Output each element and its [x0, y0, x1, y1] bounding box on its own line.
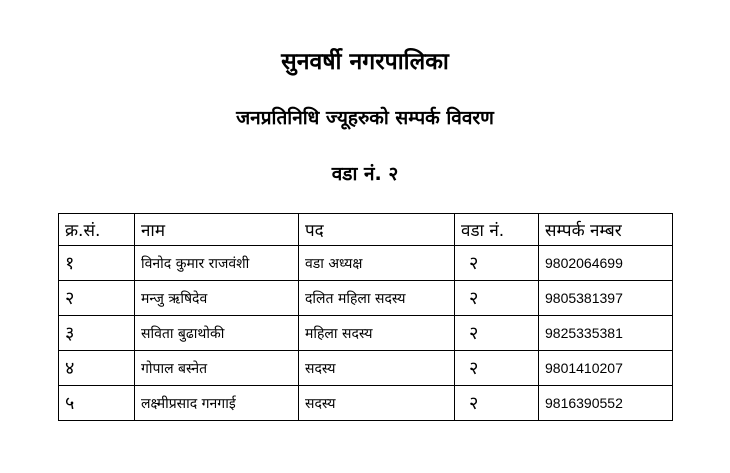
cell-position: दलित महिला सदस्य — [299, 281, 455, 316]
cell-name: गोपाल बस्नेत — [135, 351, 299, 386]
cell-phone: 9816390552 — [539, 386, 673, 421]
table-header-row — [59, 214, 673, 246]
cell-name: विनोद कुमार राजवंशी — [135, 246, 299, 281]
header-ward: वडा नं. — [455, 214, 539, 246]
cell-position: सदस्य — [299, 386, 455, 421]
cell-serial: ४ — [59, 351, 135, 386]
cell-ward: २ — [455, 281, 539, 316]
header-position: पद — [299, 214, 455, 246]
cell-phone: 9801410207 — [539, 351, 673, 386]
table-row — [59, 351, 673, 386]
cell-name: लक्ष्मीप्रसाद गनगाई — [135, 386, 299, 421]
cell-position: वडा अध्यक्ष — [299, 246, 455, 281]
header-serial: क्र.सं. — [59, 214, 135, 246]
cell-serial: २ — [59, 281, 135, 316]
cell-serial: १ — [59, 246, 135, 281]
contacts-table — [58, 213, 673, 421]
header-phone: सम्पर्क नम्बर — [539, 214, 673, 246]
cell-position: महिला सदस्य — [299, 316, 455, 351]
cell-ward: २ — [455, 386, 539, 421]
cell-position: सदस्य — [299, 351, 455, 386]
table-row — [59, 386, 673, 421]
header-name: नाम — [135, 214, 299, 246]
cell-name: सविता बुढाथोकी — [135, 316, 299, 351]
cell-ward: २ — [455, 316, 539, 351]
table-row — [59, 246, 673, 281]
table-row — [59, 316, 673, 351]
cell-ward: २ — [455, 246, 539, 281]
document-title: सुनवर्षी नगरपालिका — [281, 49, 449, 75]
cell-serial: ३ — [59, 316, 135, 351]
table-row — [59, 281, 673, 316]
cell-name: मन्जु ऋषिदेव — [135, 281, 299, 316]
cell-phone: 9825335381 — [539, 316, 673, 351]
cell-phone: 9805381397 — [539, 281, 673, 316]
cell-serial: ५ — [59, 386, 135, 421]
document-subtitle: जनप्रतिनिधि ज्यूहरुको सम्पर्क विवरण — [236, 107, 494, 129]
cell-phone: 9802064699 — [539, 246, 673, 281]
cell-ward: २ — [455, 351, 539, 386]
ward-heading: वडा नं. २ — [331, 163, 399, 185]
